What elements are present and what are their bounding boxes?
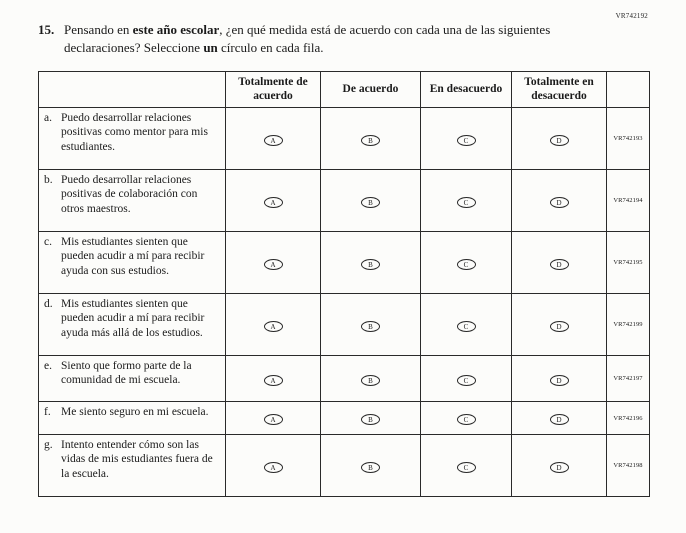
- answer-bubble-a[interactable]: A: [264, 462, 283, 473]
- question-block: [38, 21, 603, 57]
- statement-text: Intento entender cómo son las vidas de mis estudiantes fuera de la escuela.: [61, 439, 213, 480]
- statement-cell: [39, 402, 226, 435]
- answer-bubble-d[interactable]: D: [550, 321, 569, 332]
- answer-bubble-c[interactable]: C: [457, 462, 476, 473]
- table-row: [39, 435, 650, 497]
- answer-bubble-d[interactable]: D: [550, 462, 569, 473]
- header-row: [39, 72, 650, 108]
- row-letter: f.: [44, 406, 51, 418]
- answer-bubble-d[interactable]: D: [550, 259, 569, 270]
- answer-bubble-a[interactable]: A: [264, 197, 283, 208]
- row-letter: b.: [44, 174, 53, 186]
- statement-text: Puedo desarrollar relaciones positivas como mentor para mis estudiantes.: [61, 112, 208, 153]
- answer-bubble-b[interactable]: B: [361, 259, 380, 270]
- row-letter: e.: [44, 360, 52, 372]
- answer-bubble-d[interactable]: D: [550, 414, 569, 425]
- column-header-de-acuerdo: De acuerdo: [321, 72, 421, 108]
- answer-bubble-d[interactable]: D: [550, 375, 569, 386]
- column-header-en-desacuerdo: En desacuerdo: [421, 72, 512, 108]
- statement-text: Puedo desarrollar relaciones positivas de colaboración con otros maestros.: [61, 174, 198, 215]
- table-row: [39, 232, 650, 294]
- answer-bubble-b[interactable]: B: [361, 197, 380, 208]
- table-row: [39, 294, 650, 356]
- answer-bubble-b[interactable]: B: [361, 462, 380, 473]
- answer-bubble-b[interactable]: B: [361, 375, 380, 386]
- row-letter: d.: [44, 298, 53, 310]
- row-code: VR742198: [607, 435, 650, 497]
- row-code: VR742195: [607, 232, 650, 294]
- answer-bubble-a[interactable]: A: [264, 414, 283, 425]
- statement-cell: [39, 435, 226, 497]
- answer-bubble-d[interactable]: D: [550, 135, 569, 146]
- answer-bubble-d[interactable]: D: [550, 197, 569, 208]
- answer-bubble-b[interactable]: B: [361, 414, 380, 425]
- answer-bubble-c[interactable]: C: [457, 375, 476, 386]
- row-letter: a.: [44, 112, 52, 124]
- statement-text: Mis estudiantes sienten que pueden acudir a mí para recibir ayuda con sus estudios.: [61, 236, 205, 277]
- answer-bubble-b[interactable]: B: [361, 135, 380, 146]
- statement-cell: [39, 232, 226, 294]
- answer-bubble-c[interactable]: C: [457, 197, 476, 208]
- statement-text: Me siento seguro en mi escuela.: [61, 406, 209, 418]
- answer-bubble-c[interactable]: C: [457, 321, 476, 332]
- answer-bubble-a[interactable]: A: [264, 135, 283, 146]
- question-text: Pensando en este año escolar, ¿en qué medida está de acuerdo con cada una de las siguientes declaraciones? Seleccione un círculo en cada fila.: [64, 22, 551, 55]
- answer-bubble-a[interactable]: A: [264, 321, 283, 332]
- table-row: [39, 170, 650, 232]
- statement-text: Siento que formo parte de la comunidad de mi escuela.: [61, 360, 192, 387]
- answer-table: [38, 71, 650, 497]
- header-empty-statement: [39, 72, 226, 108]
- column-header-totalmente-en-desacuerdo: Totalmente en desacuerdo: [512, 72, 607, 108]
- row-code: VR742197: [607, 356, 650, 402]
- statement-cell: [39, 356, 226, 402]
- table-row: [39, 108, 650, 170]
- row-code: VR742194: [607, 170, 650, 232]
- statement-cell: [39, 108, 226, 170]
- row-code: VR742196: [607, 402, 650, 435]
- row-letter: c.: [44, 236, 52, 248]
- statement-text: Mis estudiantes sienten que pueden acudir a mí para recibir ayuda más allá de los estudios.: [61, 298, 205, 339]
- answer-bubble-b[interactable]: B: [361, 321, 380, 332]
- header-empty-code: [607, 72, 650, 108]
- answer-bubble-c[interactable]: C: [457, 259, 476, 270]
- answer-bubble-c[interactable]: C: [457, 135, 476, 146]
- row-code: VR742199: [607, 294, 650, 356]
- answer-bubble-a[interactable]: A: [264, 375, 283, 386]
- answer-bubble-a[interactable]: A: [264, 259, 283, 270]
- question-number: 15.: [38, 22, 55, 37]
- statement-cell: [39, 170, 226, 232]
- statement-cell: [39, 294, 226, 356]
- column-header-totalmente-de-acuerdo: Totalmente de acuerdo: [226, 72, 321, 108]
- row-letter: g.: [44, 439, 53, 451]
- answer-bubble-c[interactable]: C: [457, 414, 476, 425]
- table-row: [39, 402, 650, 435]
- table-row: [39, 356, 650, 402]
- page-code: VR742192: [615, 12, 648, 20]
- row-code: VR742193: [607, 108, 650, 170]
